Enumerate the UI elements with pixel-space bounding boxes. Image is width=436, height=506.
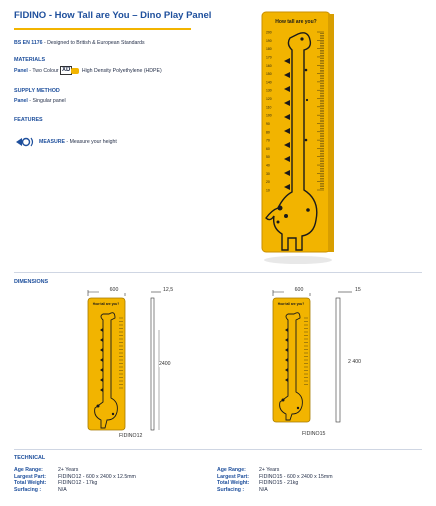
- fidino15-thickness: 15: [355, 287, 361, 293]
- features-label: MEASURE: [39, 139, 65, 145]
- tech-value: FIDINO15 - 21kg: [259, 480, 299, 486]
- standard-text: - Designed to British & European Standards: [42, 40, 145, 46]
- scale-tick-label: 120: [266, 97, 272, 102]
- tech-values-col1: [58, 467, 136, 493]
- tech-values-col2: [259, 467, 333, 493]
- tech-label: Age Range:: [217, 467, 246, 473]
- features-heading: FEATURES: [14, 117, 43, 123]
- scale-tick-label: 90: [266, 121, 270, 126]
- materials-label: Panel: [14, 67, 28, 74]
- scale-tick-label: 180: [266, 47, 272, 52]
- scale-tick-label: 100: [266, 113, 272, 118]
- tech-value: FIDINO12 - 17kg: [58, 480, 98, 486]
- scale-tick-label: 110: [266, 105, 272, 110]
- tech-label: Largest Part:: [14, 473, 46, 480]
- fidino12-thickness: 12,5: [163, 287, 174, 293]
- scale-tick-label: 170: [266, 55, 272, 60]
- fidino12-height: 2400: [159, 361, 171, 367]
- tech-value: 2+ Years: [259, 467, 280, 473]
- scale-tick-label: 70: [266, 138, 270, 143]
- scale-tick-label: 30: [266, 171, 270, 176]
- technical-heading: TECHNICAL: [14, 455, 46, 461]
- scale-tick-label: 160: [266, 63, 272, 68]
- tech-label: Surfacing :: [14, 486, 42, 493]
- scale-tick-label: 10: [266, 188, 270, 193]
- dimensions-heading: DIMENSIONS: [14, 279, 49, 285]
- standard-line: [14, 40, 145, 47]
- scale-tick-label: 50: [266, 155, 270, 160]
- divider: [14, 272, 422, 273]
- features-text: - Measure your height: [64, 139, 117, 145]
- title-underline: [14, 28, 191, 30]
- tech-value: FIDINO12 - 600 x 2400 x 12.5mm: [58, 473, 136, 480]
- scale-tick-label: 40: [266, 163, 270, 168]
- scale-tick-label: 140: [266, 80, 272, 85]
- model-sign-fidino15: How tall are you?: [277, 302, 305, 306]
- tech-label: Surfacing :: [217, 486, 245, 493]
- fidino12-width: 600: [99, 287, 129, 293]
- materials-heading: MATERIALS: [14, 57, 46, 63]
- fidino15-height: 2 400: [348, 359, 361, 365]
- tech-value: FIDINO15 - 600 x 2400 x 15mm: [259, 473, 333, 480]
- scale-tick-label: 190: [266, 38, 272, 43]
- supply-text: - Singular panel: [27, 98, 66, 104]
- tech-value: 2+ Years: [58, 467, 79, 473]
- tech-label: Total Weight:: [217, 480, 250, 486]
- scale-tick-label: 80: [266, 130, 270, 135]
- features-line: [39, 139, 117, 146]
- xd-badge-text: XD: [62, 67, 71, 73]
- page-title: FIDINO - How Tall are You – Dino Play Panel: [14, 10, 212, 21]
- product-sign-text: How tall are you?: [275, 19, 317, 25]
- scale-tick-label: 200: [266, 30, 272, 35]
- scale-tick-label: 150: [266, 72, 272, 77]
- materials-text-before: - Two Colour: [27, 67, 61, 74]
- tech-labels-col1: [14, 467, 46, 493]
- product-panel-image: [258, 10, 336, 266]
- materials-text-after: High Density Polyethylene (HDPE): [80, 67, 162, 74]
- tech-label: Total Weight:: [14, 480, 47, 486]
- scale-tick-label: 60: [266, 146, 270, 151]
- tech-label: Age Range:: [14, 467, 43, 473]
- fidino15-width: 600: [284, 287, 314, 293]
- supply-label: Panel: [14, 98, 28, 104]
- tech-value: N/A: [58, 486, 67, 493]
- materials-line: [14, 66, 162, 75]
- xd-badge-icon: [71, 68, 79, 74]
- measure-icon: [14, 135, 36, 149]
- scale-tick-label: 20: [266, 180, 270, 185]
- model-sign-fidino12: How tall are you?: [92, 302, 120, 306]
- fidino15-label: FIDINO15: [302, 431, 326, 437]
- divider: [14, 449, 422, 450]
- height-scale-fidino12: [119, 318, 123, 388]
- tech-label: Largest Part:: [217, 473, 249, 480]
- tech-value: N/A: [259, 486, 268, 493]
- tech-labels-col2: [217, 467, 249, 493]
- supply-line: [14, 98, 66, 105]
- supply-heading: SUPPLY METHOD: [14, 88, 60, 94]
- fidino12-label: FIDINO12: [119, 433, 143, 439]
- standard-code: BS EN 1176: [14, 40, 43, 46]
- scale-tick-label: 130: [266, 88, 272, 93]
